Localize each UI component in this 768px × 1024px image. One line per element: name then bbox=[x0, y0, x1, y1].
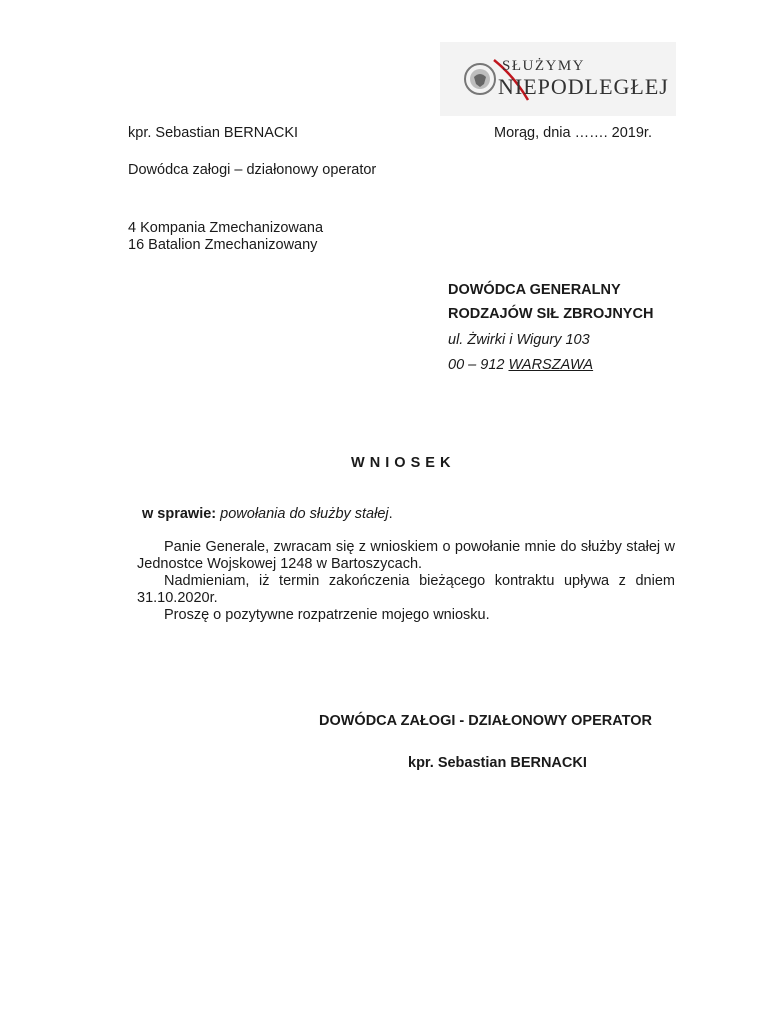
signature-role: DOWÓDCA ZAŁOGI - DZIAŁONOWY OPERATOR bbox=[319, 713, 652, 729]
sender-name: kpr. Sebastian BERNACKI bbox=[128, 125, 299, 141]
recipient-city: WARSZAWA bbox=[508, 357, 594, 373]
body-paragraph-2: Nadmieniam, iż termin zakończenia bieżącego kontraktu upływa z dniem 31.10.2020r. bbox=[137, 573, 675, 606]
sender-unit1: 4 Kompania Zmechanizowana bbox=[128, 220, 324, 236]
subject-label: w sprawie: bbox=[142, 506, 217, 522]
logo-line1: SŁUŻYMY bbox=[502, 58, 586, 74]
recipient-postal: 00 – 912 bbox=[448, 357, 509, 373]
subject-end: . bbox=[388, 506, 393, 522]
sender-role: Dowódca załogi – działonowy operator bbox=[128, 162, 377, 178]
recipient-line1: DOWÓDCA GENERALNY bbox=[448, 282, 621, 298]
recipient-line2: RODZAJÓW SIŁ ZBROJNYCH bbox=[448, 306, 654, 322]
place-date: Morąg, dnia ……. 2019r. bbox=[494, 125, 652, 141]
sender-unit2: 16 Batalion Zmechanizowany bbox=[128, 237, 318, 253]
subject-line bbox=[142, 506, 393, 523]
body-paragraph-3: Proszę o pozytywne rozpatrzenie mojego wniosku. bbox=[164, 607, 490, 623]
logo-line2: NIEPODLEGŁEJ bbox=[498, 74, 669, 99]
recipient-address bbox=[448, 357, 593, 374]
document-title: W N I O S E K bbox=[351, 455, 451, 471]
body-paragraph-1: Panie Generale, zwracam się z wnioskiem o powołanie mnie do służby stałej w Jednostce Wojskowej 1248 w Bartoszycach. bbox=[137, 539, 675, 572]
recipient-street: ul. Żwirki i Wigury 103 bbox=[448, 332, 590, 348]
signature-name: kpr. Sebastian BERNACKI bbox=[408, 755, 587, 771]
subject-text: powołania do służby stałej bbox=[216, 506, 389, 522]
